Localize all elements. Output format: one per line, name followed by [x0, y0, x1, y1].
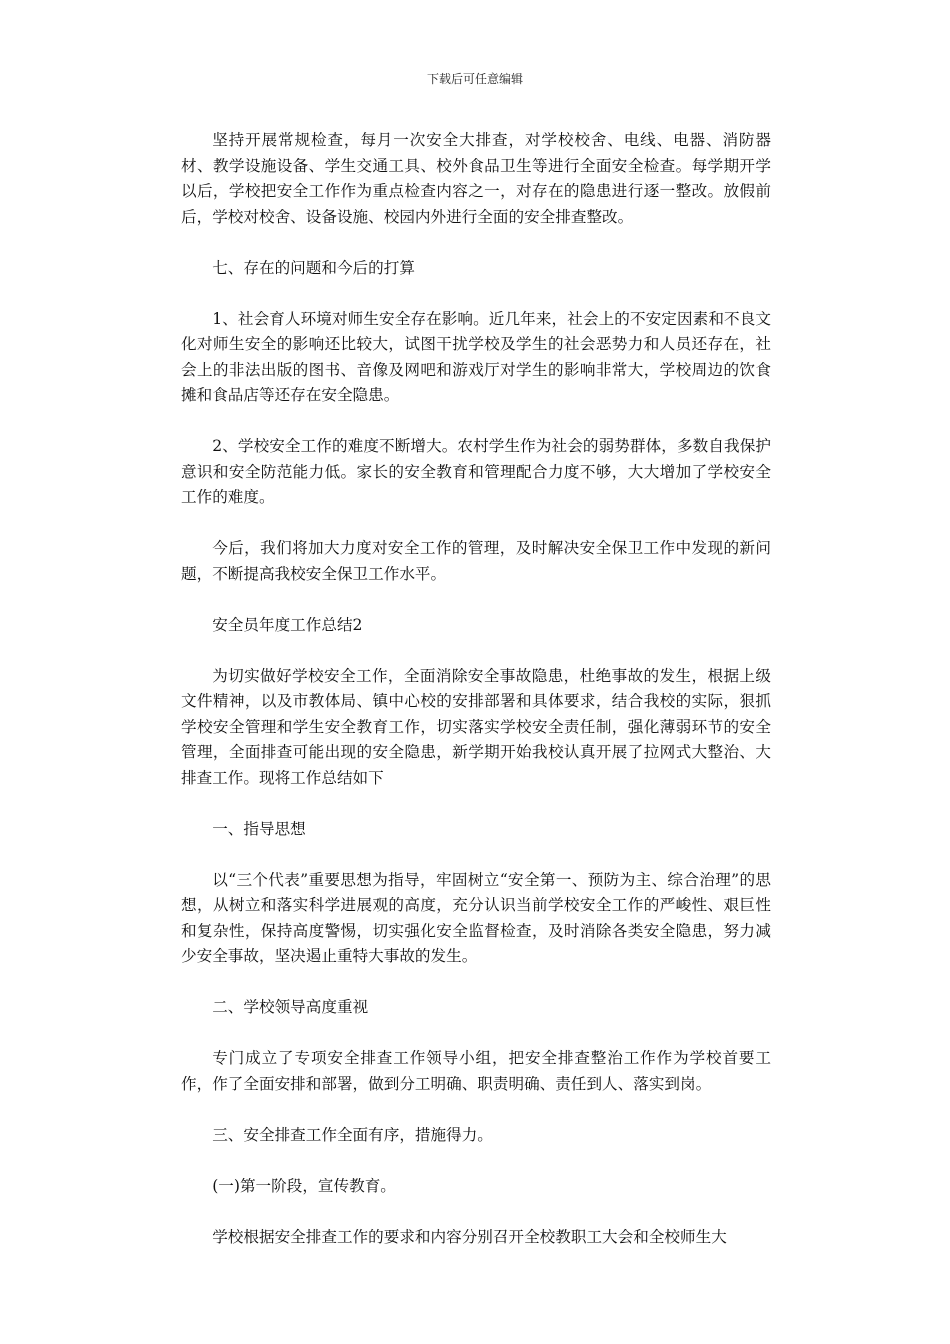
paragraph-social-environment: 1、社会育人环境对师生安全存在影响。近几年来，社会上的不安定因素和不良文化对师生安全的影响还比较大，试图干扰学校及学生的社会恶势力和人员还存在，社会上的非法出版的图书、音像及网吧和游戏厅对学生的影响非常大，学校周边的饮食摊和食品店等还存在安全隐患。: [181, 309, 771, 404]
heading-problems-and-plans: 七、存在的问题和今后的打算: [212, 258, 415, 277]
paragraph-summary-intro: 为切实做好学校安全工作，全面消除安全事故隐患，杜绝事故的发生，根据上级文件精神，以及市教体局、镇中心校的安排部署和具体要求，结合我校的实际，狠抓学校安全管理和学生安全教育工作，切实落实学校安全责任制，强化薄弱环节的安全管理，全面排查可能出现的安全隐患，新学期开始我校认真开展了拉网式大整治、大排查工作。现将工作总结如下: [181, 666, 771, 787]
paragraph-leadership: 专门成立了专项安全排查工作领导小组，把安全排查整治工作作为学校首要工作，作了全面安排和部署，做到分工明确、职责明确、责任到人、落实到岗。: [181, 1049, 771, 1093]
paragraph-guiding-ideology: 以“三个代表”重要思想为指导，牢固树立“安全第一、预防为主、综合治理”的思想，从树立和落实科学进展观的高度，充分认识当前学校安全工作的严峻性、艰巨性和复杂性，保持高度警惕，切实强化安全监督检查，及时消除各类安全隐患，努力减少安全事故，坚决遏止重特大事故的发生。: [181, 870, 771, 965]
heading-phase-one: (一)第一阶段，宣传教育。: [212, 1176, 396, 1195]
paragraph-difficulty-increase: 2、学校安全工作的难度不断增大。农村学生作为社会的弱势群体，多数自我保护意识和安全防范能力低。家长的安全教育和管理配合力度不够，大大增加了学校安全工作的难度。: [181, 437, 771, 506]
heading-inspection-orderly: 三、安全排查工作全面有序，措施得力。: [212, 1125, 493, 1144]
heading-guiding-ideology: 一、指导思想: [212, 819, 306, 838]
paragraph-future-plan: 今后，我们将加大力度对安全工作的管理，及时解决安全保卫工作中发现的新问题，不断提高我校安全保卫工作水平。: [181, 539, 771, 583]
paragraph-routine-inspection: 坚持开展常规检查，每月一次安全大排查，对学校校舍、电线、电器、消防器材、教学设施设备、学生交通工具、校外食品卫生等进行全面安全检查。每学期开学以后，学校把安全工作作为重点检查内容之一，对存在的隐患进行逐一整改。放假前后，学校对校舍、设备设施、校园内外进行全面的安全排查整改。: [181, 131, 771, 226]
heading-summary-2: 安全员年度工作总结2: [212, 615, 363, 634]
header-note: 下载后可任意编辑: [426, 72, 523, 86]
document-body: [181, 128, 771, 1276]
heading-leadership: 二、学校领导高度重视: [212, 998, 369, 1016]
paragraph-phase-one: 学校根据安全排查工作的要求和内容分别召开全校教职工大会和全校师生大: [212, 1227, 727, 1246]
